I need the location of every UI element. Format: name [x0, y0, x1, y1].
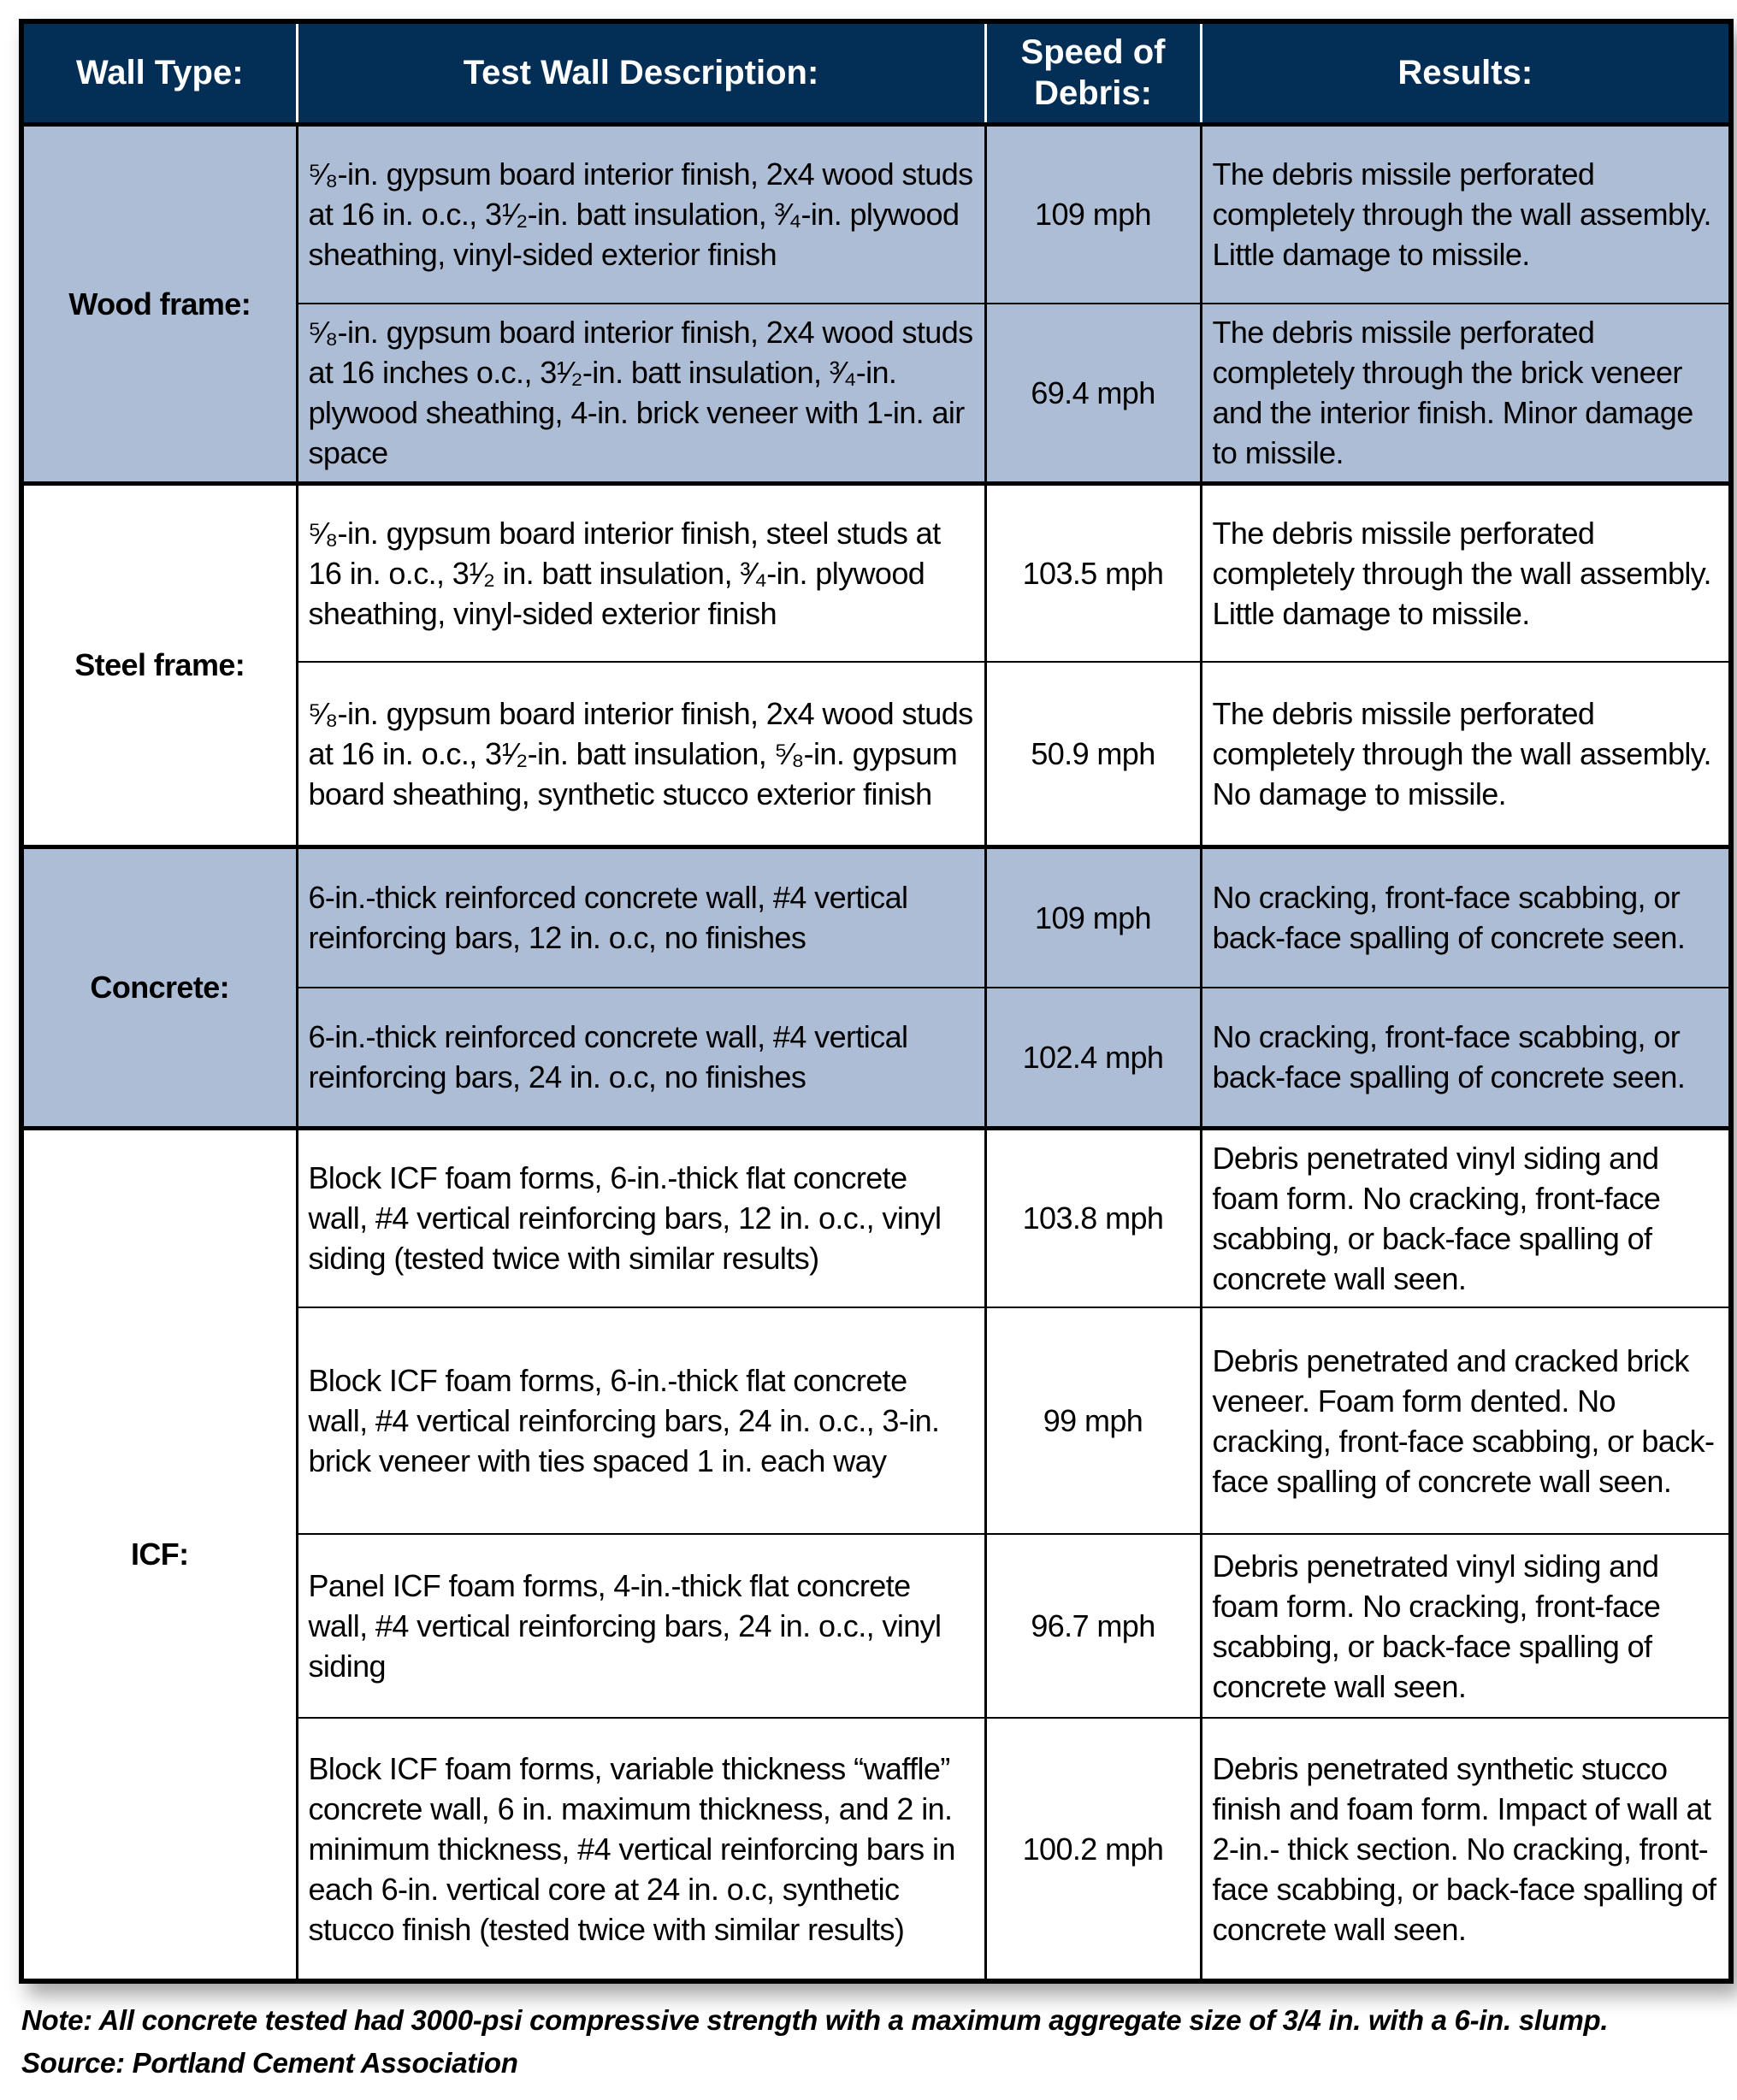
header-row: [21, 21, 1731, 124]
wall-type-cell-icf: ICF:: [21, 1128, 297, 1981]
col-header-wall-type: Wall Type:: [21, 21, 297, 124]
speed-cell: 50.9 mph: [985, 662, 1201, 846]
results-cell: The debris missile perforated completely through the wall assembly. Little damage to missile.: [1201, 124, 1731, 304]
table-row: [21, 483, 1731, 662]
description-cell: 6-in.-thick reinforced concrete wall, #4 vertical reinforcing bars, 12 in. o.c, no finishes: [297, 846, 985, 988]
description-cell: ⁵⁄₈-in. gypsum board interior finish, steel studs at 16 in. o.c., 3¹⁄₂ in. batt insulation, ³⁄₄-in. plywood sheathing, vinyl-sided exterior finish: [297, 483, 985, 662]
speed-cell: 99 mph: [985, 1307, 1201, 1534]
results-cell: Debris penetrated and cracked brick veneer. Foam form dented. No cracking, front-face scabbing, or back-face spalling of concrete wall seen.: [1201, 1307, 1731, 1534]
table-row: [21, 124, 1731, 304]
wall-type-cell-concrete: Concrete:: [21, 846, 297, 1128]
wall-type-cell-steel-frame: Steel frame:: [21, 483, 297, 846]
speed-cell: 103.5 mph: [985, 483, 1201, 662]
speed-cell: 103.8 mph: [985, 1128, 1201, 1307]
description-cell: Block ICF foam forms, 6-in.-thick flat concrete wall, #4 vertical reinforcing bars, 24 in. o.c., 3-in. brick veneer with ties spaced 1 in. each way: [297, 1307, 985, 1534]
speed-cell: 102.4 mph: [985, 988, 1201, 1128]
speed-cell: 100.2 mph: [985, 1718, 1201, 1981]
wall-test-table: [19, 19, 1734, 1984]
results-cell: No cracking, front-face scabbing, or back-face spalling of concrete seen.: [1201, 988, 1731, 1128]
note-text: Note: All concrete tested had 3000-psi compressive strength with a maximum aggregate size of 3/4 in. with a 6-in. slump.: [21, 2004, 1609, 2036]
results-cell: Debris penetrated vinyl siding and foam form. No cracking, front-face scabbing, or back-face spalling of concrete wall seen.: [1201, 1534, 1731, 1718]
table-row: [21, 846, 1731, 988]
table-row: [21, 1128, 1731, 1307]
col-header-speed: Speed of Debris:: [985, 21, 1201, 124]
source-text: Source: Portland Cement Association: [21, 2047, 518, 2079]
description-cell: Block ICF foam forms, variable thickness “waffle” concrete wall, 6 in. maximum thickness, and 2 in. minimum thickness, #4 vertical reinforcing bars in each 6-in. vertical core at 24 in. o.c, synthetic stucco finish (tested twice with similar results): [297, 1718, 985, 1981]
speed-cell: 109 mph: [985, 846, 1201, 988]
col-header-results: Results:: [1201, 21, 1731, 124]
description-cell: Block ICF foam forms, 6-in.-thick flat concrete wall, #4 vertical reinforcing bars, 12 in. o.c., vinyl siding (tested twice with similar results): [297, 1128, 985, 1307]
speed-cell: 96.7 mph: [985, 1534, 1201, 1718]
speed-cell: 69.4 mph: [985, 304, 1201, 483]
description-cell: ⁵⁄₈-in. gypsum board interior finish, 2x4 wood studs at 16 in. o.c., 3¹⁄₂-in. batt insulation, ⁵⁄₈-in. gypsum board sheathing, synthetic stucco exterior finish: [297, 662, 985, 846]
results-cell: The debris missile perforated completely through the brick veneer and the interior finish. Minor damage to missile.: [1201, 304, 1731, 483]
wall-type-cell-wood-frame: Wood frame:: [21, 124, 297, 483]
description-cell: ⁵⁄₈-in. gypsum board interior finish, 2x4 wood studs at 16 in. o.c., 3¹⁄₂-in. batt insulation, ³⁄₄-in. plywood sheathing, vinyl-sided exterior finish: [297, 124, 985, 304]
description-cell: ⁵⁄₈-in. gypsum board interior finish, 2x4 wood studs at 16 inches o.c., 3¹⁄₂-in. batt insulation, ³⁄₄-in. plywood sheathing, 4-in. brick veneer with 1-in. air space: [297, 304, 985, 483]
description-cell: 6-in.-thick reinforced concrete wall, #4 vertical reinforcing bars, 24 in. o.c, no finishes: [297, 988, 985, 1128]
results-cell: The debris missile perforated completely through the wall assembly. Little damage to missile.: [1201, 483, 1731, 662]
description-cell: Panel ICF foam forms, 4-in.-thick flat concrete wall, #4 vertical reinforcing bars, 24 in. o.c., vinyl siding: [297, 1534, 985, 1718]
results-cell: Debris penetrated vinyl siding and foam form. No cracking, front-face scabbing, or back-face spalling of concrete wall seen.: [1201, 1128, 1731, 1307]
footnotes: [21, 1999, 1715, 2085]
results-cell: No cracking, front-face scabbing, or back-face spalling of concrete seen.: [1201, 846, 1731, 988]
col-header-description: Test Wall Description:: [297, 21, 985, 124]
results-cell: Debris penetrated synthetic stucco finish and foam form. Impact of wall at 2-in.- thick section. No cracking, front-face scabbing, or back-face spalling of concrete wall seen.: [1201, 1718, 1731, 1981]
results-cell: The debris missile perforated completely through the wall assembly. No damage to missile.: [1201, 662, 1731, 846]
speed-cell: 109 mph: [985, 124, 1201, 304]
